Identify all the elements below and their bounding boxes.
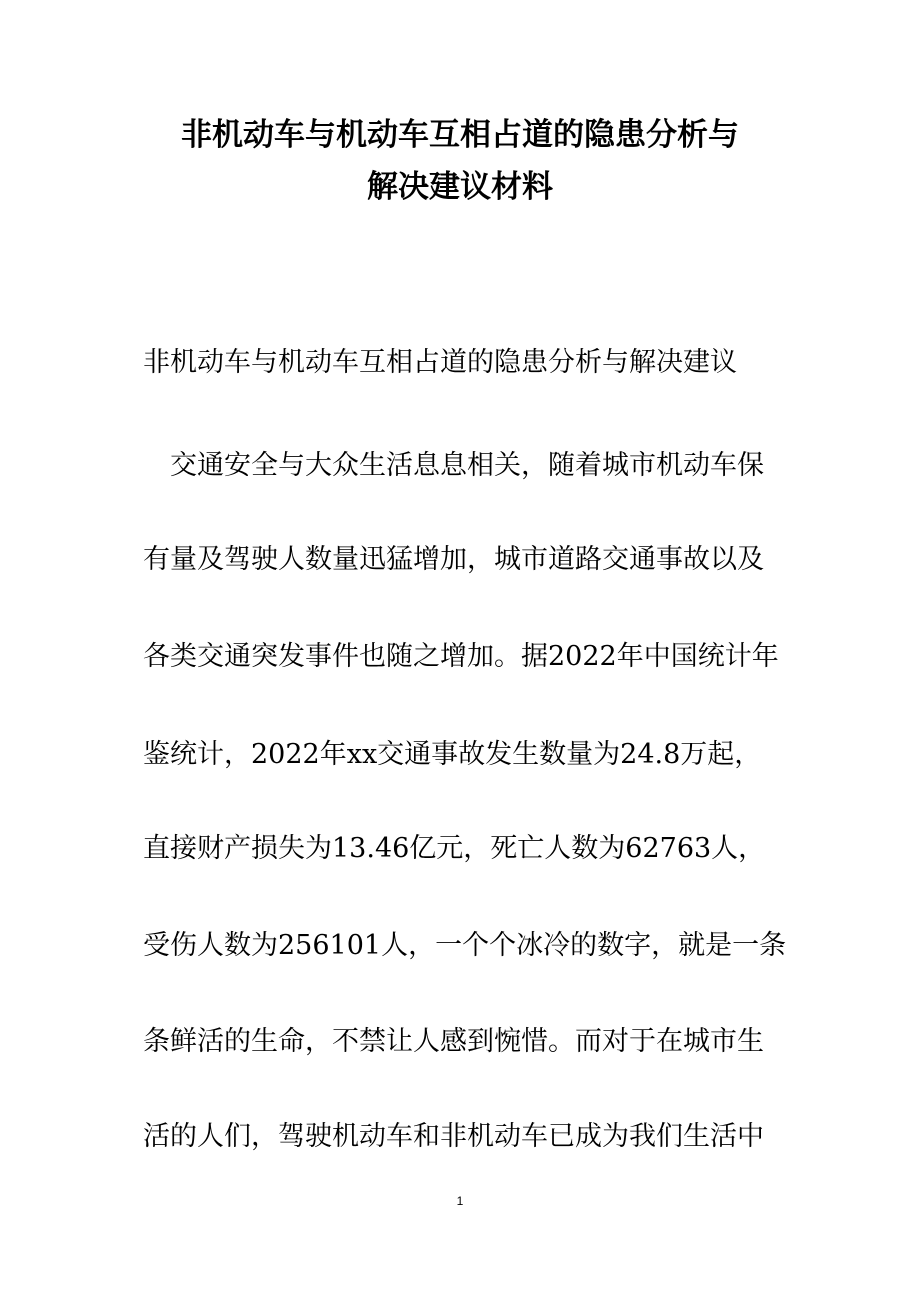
body-line-1: 交通安全与大众生活息息相关，随着城市机动车保 <box>170 450 764 481</box>
body-line-4: 鉴统计，2022年xx交通事故发生数量为24.8万起， <box>143 739 762 770</box>
body-line-8: 活的人们，驾驶机动车和非机动车已成为我们生活中 <box>143 1121 764 1152</box>
document-title-line-2: 解决建议材料 <box>367 169 553 205</box>
body-line-7: 条鲜活的生命，不禁让人感到惋惜。而对于在城市生 <box>143 1026 764 1057</box>
page-number: 1 <box>456 1194 464 1208</box>
document-subtitle: 非机动车与机动车互相占道的隐患分析与解决建议 <box>143 347 737 378</box>
document-title-line-1: 非机动车与机动车互相占道的隐患分析与 <box>181 117 739 153</box>
body-line-2: 有量及驾驶人数量迅猛增加，城市道路交通事故以及 <box>143 544 764 575</box>
body-line-6: 受伤人数为256101人，一个个冰冷的数字，就是一条 <box>143 930 787 961</box>
body-line-3: 各类交通突发事件也随之增加。据2022年中国统计年 <box>143 641 779 672</box>
body-line-5: 直接财产损失为13.46亿元，死亡人数为62763人， <box>143 833 766 864</box>
